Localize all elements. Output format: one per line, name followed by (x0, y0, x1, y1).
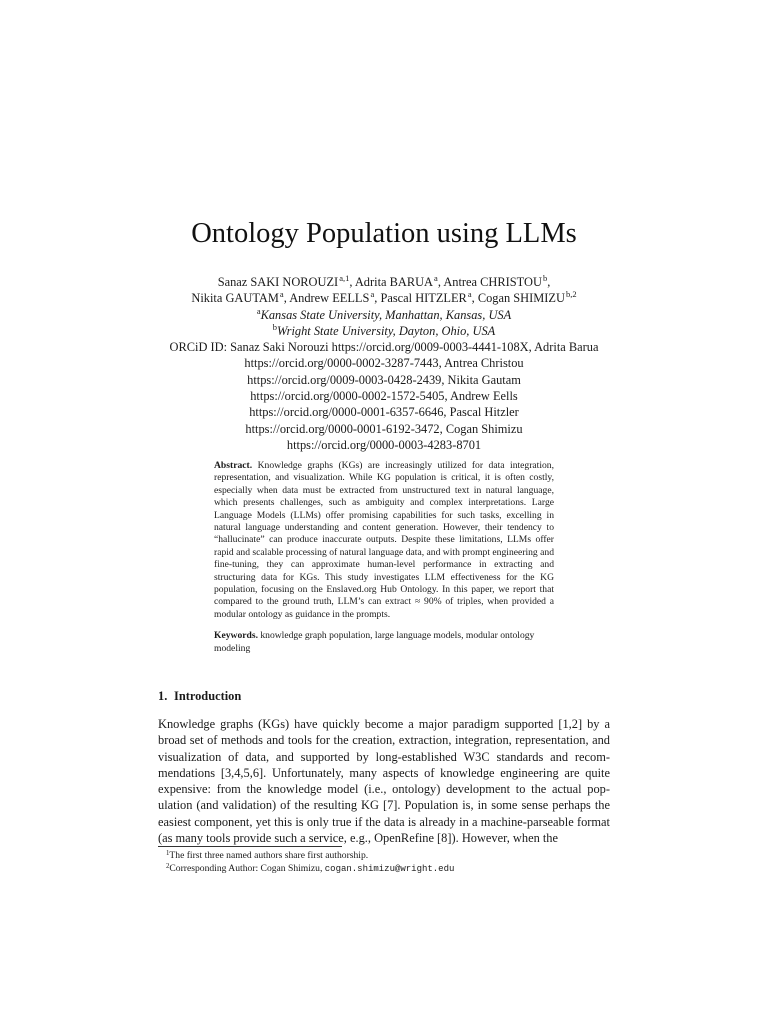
affiliation-mark: b (272, 321, 278, 332)
author-name: Antrea CHRISTOU (443, 275, 542, 289)
footnote-1 (166, 849, 606, 862)
footnote-mark: 1 (166, 850, 170, 857)
orcid-line: ORCiD ID: Sanaz Saki Norouzi https://orcid.org/0009-0003-4441-108X, Adrita Barua (169, 340, 599, 355)
author-block (120, 274, 648, 453)
orcid-line: https://orcid.org/0009-0003-0428-2439, Nikita Gautam (247, 372, 521, 387)
introduction-body (158, 716, 610, 846)
section-title: Introduction (174, 689, 242, 703)
corresponding-email[interactable]: cogan.shimizu@wright.edu (324, 864, 455, 874)
section-number: 1. (158, 689, 168, 703)
abstract-text: Knowledge graphs (KGs) are increasingly utilized for data integration, representation, and visualization. While KG population is critical, it is often costly, especially when data must be extracted from unstructured text in natural language, which presents challenges, such as ambiguity and complex interpretations. Large Language Models (LLMs) offer promising capabilities for such tasks, excelling in natural language understanding and content generation. However, their tendency to “hallucinate” can produce inaccurate outputs. Despite these limitations, LLMs offer rapid and scalable processing of natural language data, and with prompt engineering and fine-tuning, they can approximate human-level performance in extracting and structuring data for KGs. This study investigates LLM effectiveness for the KG population, focusing on the Enslaved.org Hub Ontology. In this paper, we report that compared to the ground truth, LLM’s can extract ≈ 90% of triples, when provided a modular ontology as guidance in the prompts. (214, 460, 554, 620)
author-line-1: Sanaz SAKI NOROUZI $^{a,1}$, Adrita BARUA $^a$, Antrea CHRISTOU $^b$, (217, 273, 551, 289)
author-affiliation-mark: a (370, 289, 375, 300)
keywords-paragraph (214, 630, 554, 655)
author-affiliation-mark: b,2 (565, 289, 577, 300)
author-line-2: Nikita GAUTAM $^a$, Andrew EELLS $^a$, Pascal HITZLER $^a$, Cogan SHIMIZU $^{b,2}$ (191, 289, 577, 306)
author-name: Nikita GAUTAM (191, 291, 279, 306)
affiliation-text: Wright State University, Dayton, Ohio, USA (277, 323, 496, 338)
author-name: Adrita BARUA (354, 275, 433, 289)
footnote-text: The first three named authors share first authorship. (169, 850, 369, 861)
affiliation-b (120, 323, 648, 339)
orcid-line: https://orcid.org/0000-0001-6357-6646, Pascal Hitzler (249, 405, 519, 420)
author-name: Cogan SHIMIZU (477, 291, 565, 306)
paper-title: Ontology Population using LLMs (191, 218, 577, 249)
author-name: Sanaz SAKI NOROUZI (217, 275, 339, 289)
author-affiliation-mark: b (542, 273, 548, 283)
author-name: Pascal HITZLER (380, 291, 467, 306)
orcid-line: https://orcid.org/0000-0002-1572-5405, Andrew Eells (250, 389, 518, 404)
footnotes (166, 849, 606, 876)
abstract-paragraph (214, 460, 554, 621)
orcid-line: https://orcid.org/0000-0002-3287-7443, Antrea Christou (244, 356, 524, 371)
keywords-text: knowledge graph population, large language models, modular ontology modeling (214, 630, 535, 654)
author-affiliation-mark: a (467, 289, 472, 300)
footnote-divider (158, 846, 342, 847)
author-affiliation-mark: a (434, 273, 438, 283)
footnote-2 (166, 862, 606, 876)
affiliation-a (120, 307, 648, 323)
author-name: Andrew EELLS (289, 291, 370, 306)
abstract-block (214, 460, 554, 655)
author-affiliation-mark: a (279, 289, 284, 300)
abstract-label: Abstract. (214, 460, 253, 471)
orcid-line: https://orcid.org/0000-0003-4283-8701 (286, 437, 482, 452)
affiliation-mark: a (256, 305, 261, 316)
footnote-mark: 2 (166, 863, 170, 870)
affiliation-text: Kansas State University, Manhattan, Kansas, USA (260, 307, 512, 322)
section-heading (158, 688, 241, 704)
intro-paragraph: Knowledge graphs (KGs) have quickly become a major paradigm supported [1,2] by a broad set of methods and tools for the creation, extraction, integration, representation, and visualization of data, and supported by long-established W3C standards and recommendations [3,4,5,6]. Unfortunately, many aspects of knowledge engineering are quite expensive: from the knowledge model (i.e., ontology) development to the actual population (and validation) of the resulting KG [7]. Population is, in some sense perhaps the easiest component, yet this is only true if the data is already in a machine-parseable format (as many tools provide such a service, e.g., OpenRefine [8]). However, when the (158, 717, 610, 846)
author-affiliation-mark: a,1 (339, 273, 350, 283)
keywords-label: Keywords. (214, 630, 258, 642)
orcid-line: https://orcid.org/0000-0001-6192-3472, Cogan Shimizu (245, 421, 523, 436)
footnote-text: Corresponding Author: Cogan Shimizu, (169, 863, 325, 874)
